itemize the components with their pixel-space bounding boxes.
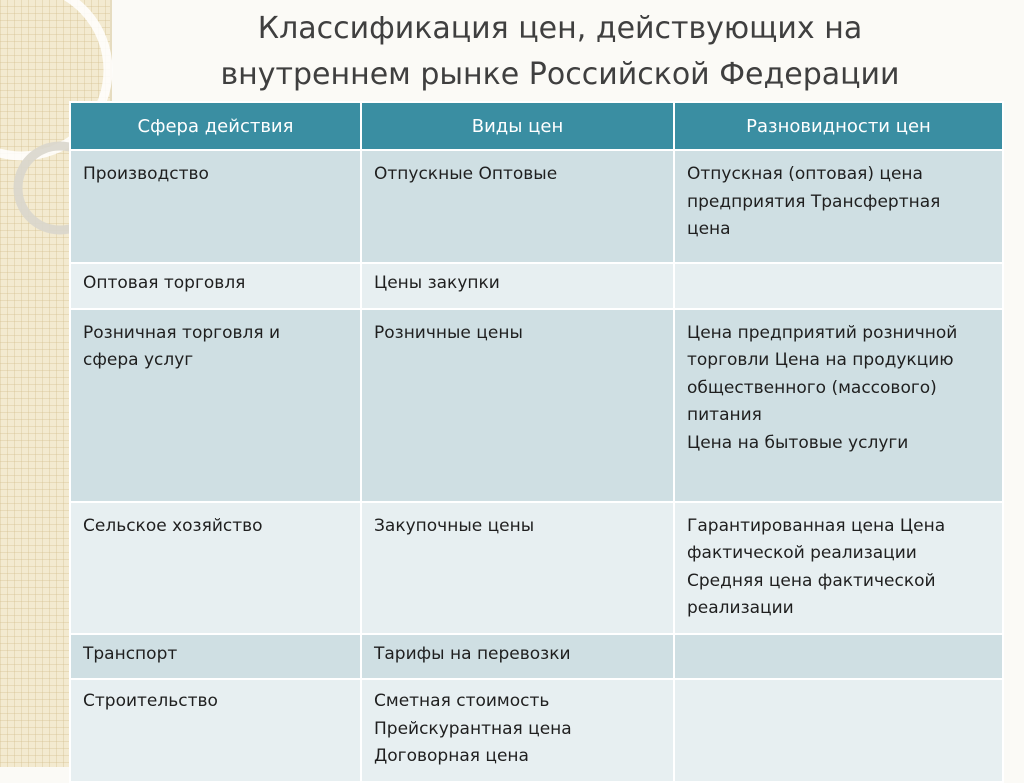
slide-title <box>150 6 970 98</box>
price-type-line: Сметная стоимость <box>374 691 550 711</box>
header-price-varieties: Разновидности цен <box>674 102 1003 150</box>
cell-price-varieties: Отпускная (оптовая) цена предприятия Трансфертная цена <box>674 150 1003 263</box>
cell-price-varieties <box>674 679 1003 782</box>
cell-sphere: Сельское хозяйство <box>70 502 361 634</box>
cell-price-types: Розничные цены <box>361 309 674 502</box>
table-header-row <box>70 102 1003 150</box>
table-row <box>70 263 1003 309</box>
cell-price-types: Цены закупки <box>361 263 674 309</box>
cell-price-types <box>361 679 674 782</box>
cell-price-types: Отпускные Оптовые <box>361 150 674 263</box>
cell-sphere: Транспорт <box>70 634 361 680</box>
slide-title-line-2: внутреннем рынке Российской Федерации <box>220 57 900 92</box>
header-sphere: Сфера действия <box>70 102 361 150</box>
variety-line: Гарантированная цена Цена фактической реализации <box>687 515 946 563</box>
table-row <box>70 502 1003 634</box>
cell-price-types: Тарифы на перевозки <box>361 634 674 680</box>
table-row <box>70 634 1003 680</box>
price-classification-table <box>69 101 1004 783</box>
cell-price-varieties <box>674 263 1003 309</box>
cell-sphere: Производство <box>70 150 361 263</box>
table-row <box>70 309 1003 502</box>
table-row <box>70 679 1003 782</box>
table-row <box>70 150 1003 263</box>
variety-line: Цена на бытовые услуги <box>687 432 909 453</box>
cell-price-varieties <box>674 502 1003 634</box>
variety-line: Средняя цена фактической реализации <box>687 570 936 618</box>
variety-line: Цена предприятий розничной торговли Цена на продукцию общественного (массового) питания <box>687 322 958 425</box>
cell-price-varieties <box>674 309 1003 502</box>
header-price-types: Виды цен <box>361 102 674 150</box>
price-type-line: Договорная цена <box>374 746 529 766</box>
cell-price-types: Закупочные цены <box>361 502 674 634</box>
cell-sphere: Розничная торговля и сфера услуг <box>70 309 361 502</box>
slide-title-line-1: Классификация цен, действующих на <box>257 11 863 46</box>
price-type-line: Прейскурантная цена <box>374 718 572 739</box>
cell-sphere: Строительство <box>70 679 361 782</box>
cell-sphere: Оптовая торговля <box>70 263 361 309</box>
cell-price-varieties <box>674 634 1003 680</box>
